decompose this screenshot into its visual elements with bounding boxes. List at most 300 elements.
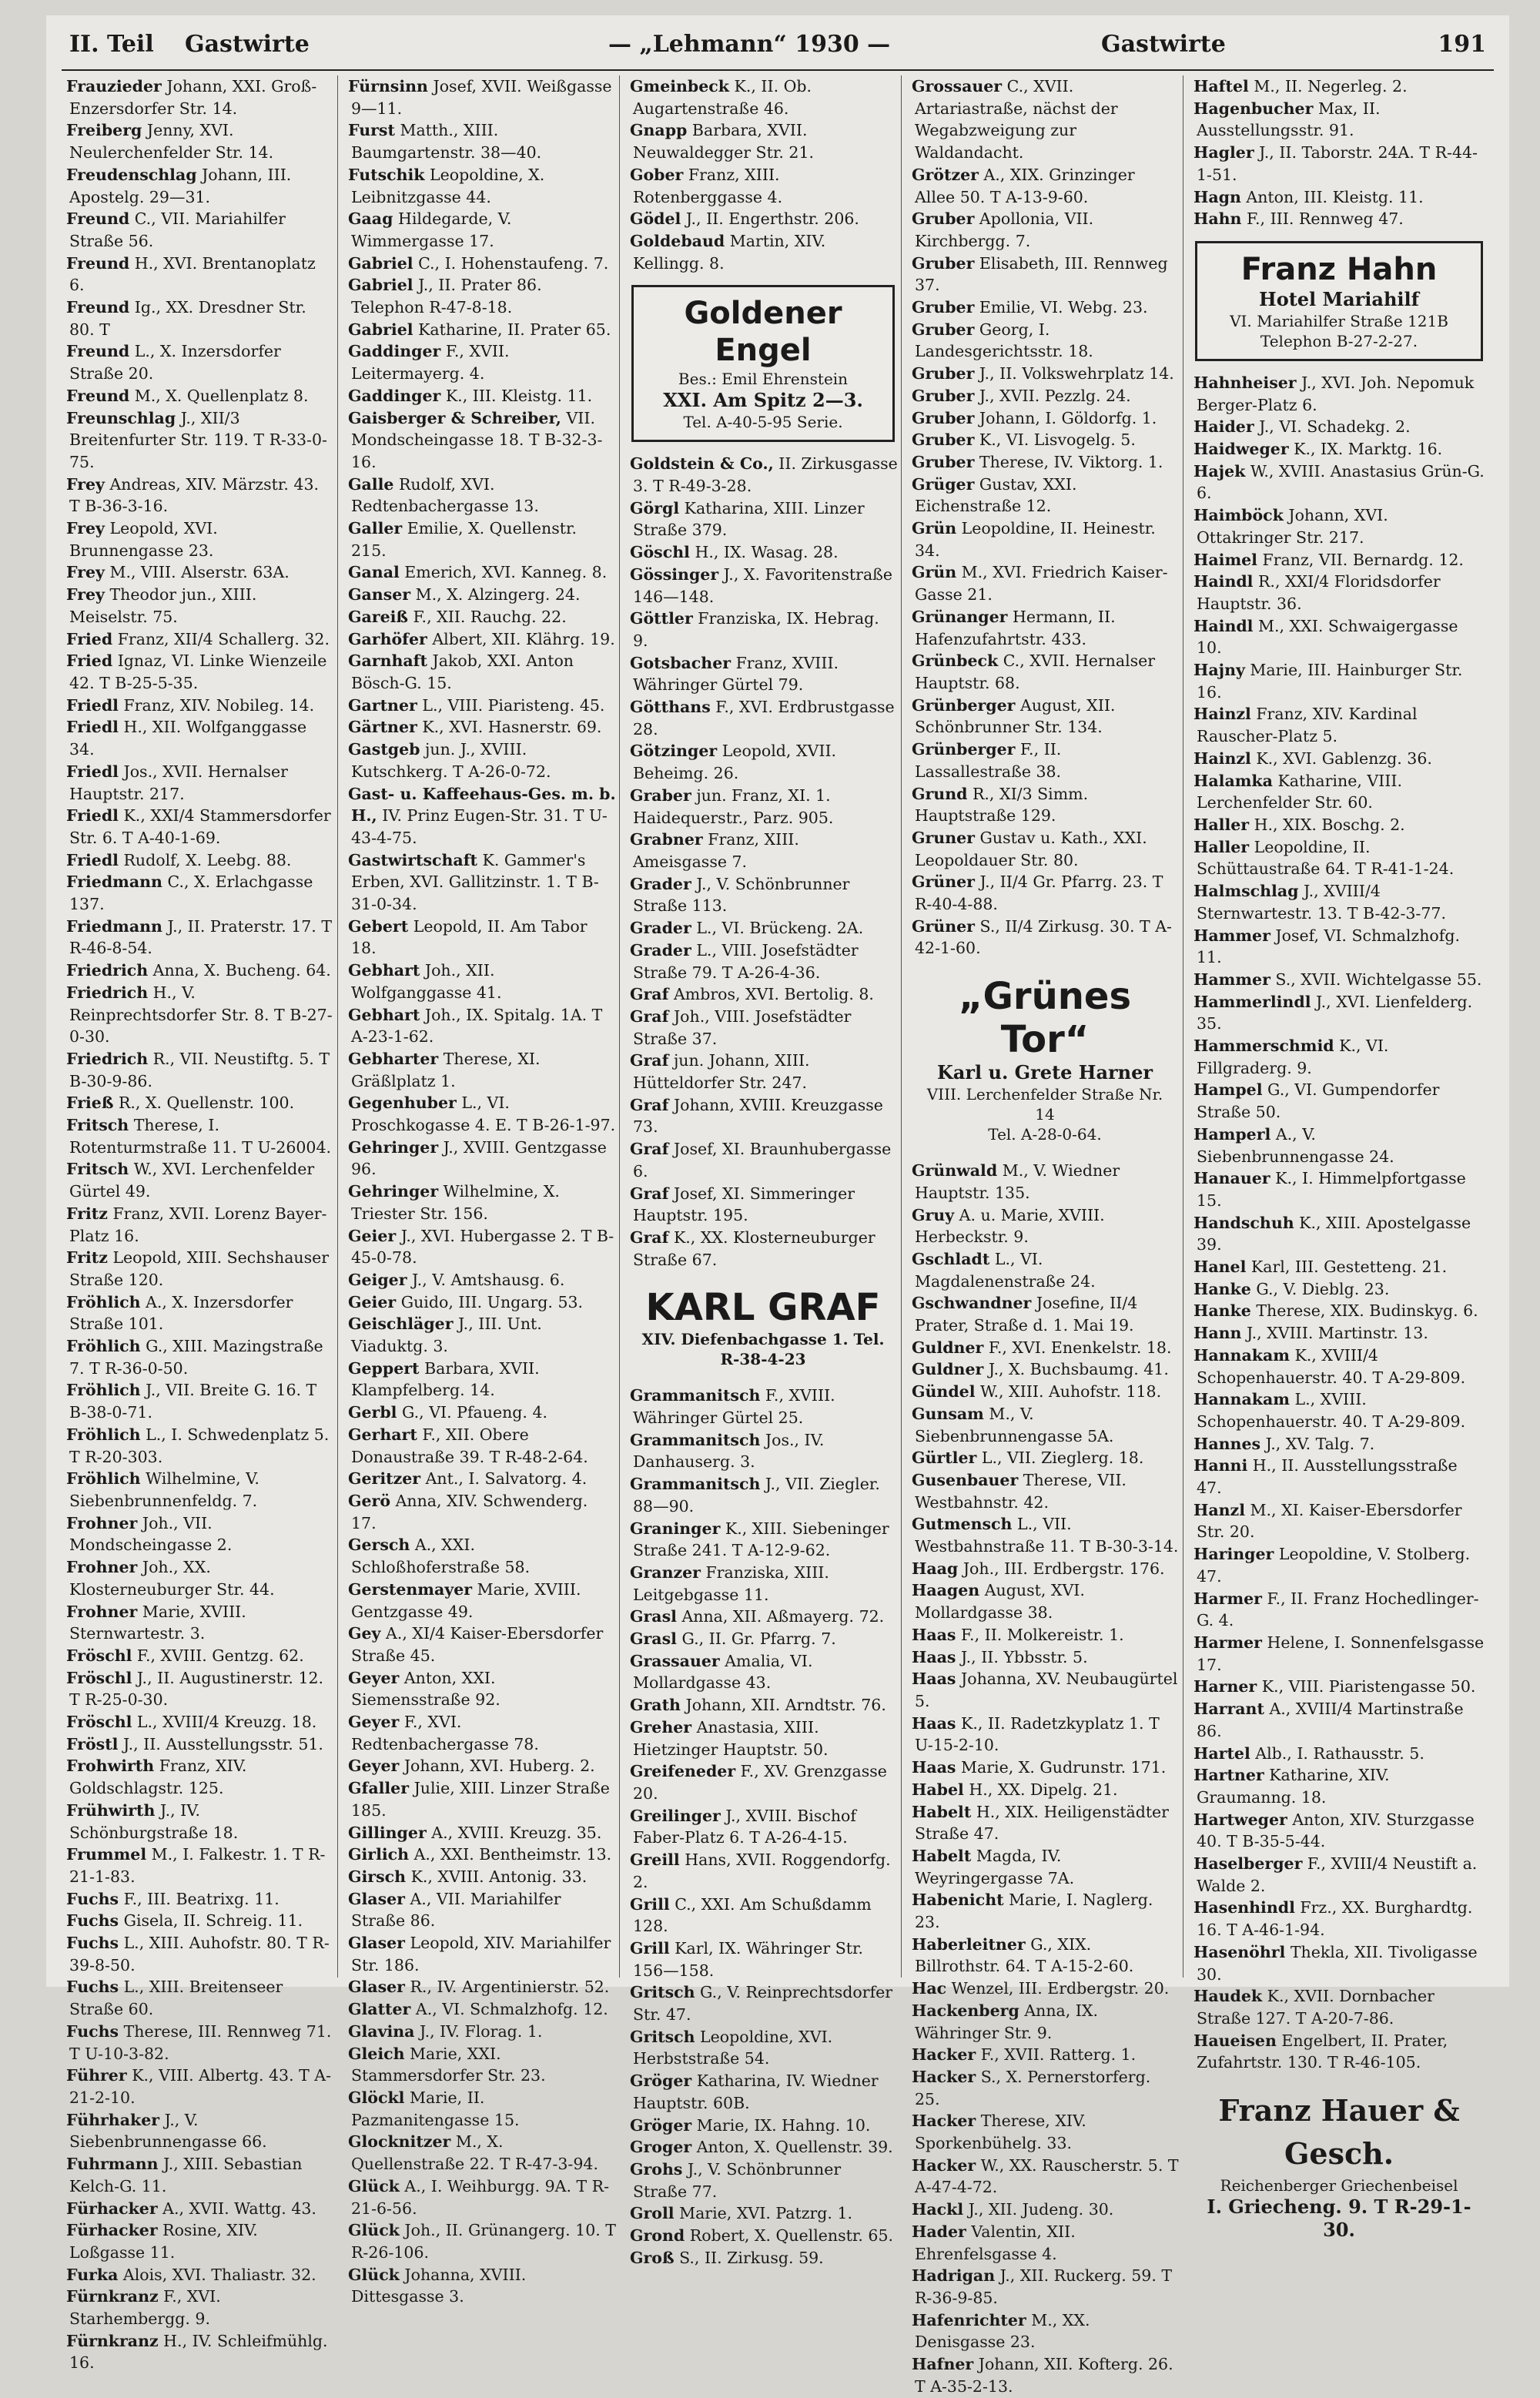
directory-entry <box>66 960 334 982</box>
directory-entry <box>912 1337 1180 1359</box>
entry-name: Führer <box>66 2066 127 2085</box>
directory-entry <box>630 230 898 274</box>
entry-address: J., XVIII/4 Sternwartestr. 13. T B-42-3-77. <box>1197 882 1446 923</box>
entry-name: Gritsch <box>630 1983 695 2002</box>
entry-name: Graf <box>630 985 669 1004</box>
entry-name: Fuchs <box>66 1889 119 1908</box>
directory-entry <box>66 1711 334 1733</box>
column-4 <box>907 75 1183 2396</box>
directory-entry <box>66 208 334 252</box>
entries-c3a <box>625 75 901 274</box>
directory-entry <box>66 1601 334 1645</box>
entry-address: F., XVI. Enenkelstr. 18. <box>988 1338 1172 1357</box>
entry-address: Ant., I. Salvatorg. 4. <box>425 1469 588 1489</box>
directory-entry <box>630 1849 898 1893</box>
entry-name: Görgl <box>630 498 680 517</box>
entry-name: Grasl <box>630 1629 677 1649</box>
entry-address: Marie, III. Hainburger Str. 16. <box>1197 661 1463 702</box>
entry-name: Gebharter <box>348 1049 439 1068</box>
entry-address: Joh., XX. Klosterneuburger Str. 44. <box>69 1558 275 1599</box>
entry-address: Johann, XXI. Groß-Enzersdorfer Str. 14. <box>69 77 317 118</box>
directory-entry <box>912 385 1180 407</box>
entry-name: Glöckl <box>348 2088 405 2107</box>
entry-address: H., XX. Dipelg. 21. <box>969 1780 1118 1799</box>
entry-address: J., XV. Talg. 7. <box>1265 1434 1375 1453</box>
entry-address: H., IV. Schleifmühlg. 16. <box>69 2331 328 2373</box>
directory-entry <box>630 696 898 740</box>
directory-entry <box>630 2115 898 2137</box>
entries-c4a <box>907 75 1183 960</box>
entry-name: Harrant <box>1194 1700 1264 1719</box>
entry-name: Hainzl <box>1194 705 1251 724</box>
entry-name: Frey <box>66 474 105 494</box>
directory-entry <box>912 1381 1180 1403</box>
directory-entry <box>630 917 898 939</box>
entry-name: Hasenhindl <box>1194 1898 1295 1917</box>
entry-address: Engelbert, II. Prater, Zufahrtstr. 130. T R-46-105. <box>1197 2031 1448 2072</box>
entry-name: Fuchs <box>66 1978 119 1997</box>
entry-name: Geyer <box>348 1713 400 1732</box>
entry-address: K., I. Himmelpfortgasse 15. <box>1197 1169 1466 1210</box>
entry-address: A., XI/4 Kaiser-Ebersdorfer Straße 45. <box>351 1624 604 1665</box>
entry-name: Goldstein & Co., <box>630 454 774 474</box>
directory-entry <box>912 429 1180 451</box>
entry-address: IV. Prinz Eugen-Str. 31. T U-43-4-75. <box>351 806 608 847</box>
entry-address: Jos., XVII. Hernalser Hauptstr. 217. <box>69 762 288 803</box>
directory-entry <box>912 1801 1180 1845</box>
entry-name: Freund <box>66 253 130 273</box>
directory-entry <box>912 1978 1180 2000</box>
entry-name: Hainzl <box>1194 749 1251 768</box>
ad-goldener-engel <box>631 285 895 442</box>
entry-address: Franz, XVII. Lorenz Bayer-Platz 16. <box>69 1204 327 1245</box>
directory-entry <box>66 1379 334 1423</box>
entry-address: G., V. Reinprechtsdorfer Str. 47. <box>633 1983 893 2025</box>
entry-name: Frohner <box>66 1558 138 1577</box>
entries-c2 <box>343 75 619 2308</box>
entry-address: Johanna, XVIII. Dittesgasse 3. <box>351 2265 527 2306</box>
entry-name: Fürnkranz <box>66 2331 159 2350</box>
entry-address: K., XVI. Hasnerstr. 69. <box>422 718 602 737</box>
directory-entry <box>630 1628 898 1650</box>
directory-entry <box>66 1556 334 1600</box>
entry-address: II. Zirkusgasse 3. T R-49-3-28. <box>633 454 898 496</box>
directory-entry <box>1194 770 1486 814</box>
entry-name: Gruber <box>912 364 975 383</box>
directory-entry <box>348 1269 616 1291</box>
entry-name: Grünanger <box>912 607 1008 626</box>
entry-name: Gruber <box>912 430 975 450</box>
entry-name: Grammanitsch <box>630 1475 761 1494</box>
directory-entry <box>348 253 616 275</box>
entry-name: Gruber <box>912 298 975 317</box>
directory-entry <box>348 208 616 252</box>
entry-address: Therese, XIX. Budinskyg. 6. <box>1256 1301 1478 1321</box>
entry-name: Hacker <box>912 2155 976 2175</box>
entry-address: Franz, XIV. Goldschlagstr. 125. <box>69 1757 247 1798</box>
entry-address: K., IX. Marktg. 16. <box>1294 440 1443 459</box>
directory-entry <box>1194 1499 1486 1543</box>
directory-entry <box>1194 1124 1486 1167</box>
entry-address: jun. J., XVIII. Kutschkerg. T A-26-0-72. <box>351 740 551 781</box>
entry-address: G., V. Dieblg. 23. <box>1256 1279 1390 1298</box>
entry-address: A., XIX. Grinzinger Allee 50. T A-13-9-60. <box>915 165 1135 206</box>
entry-address: A., XVIII. Kreuzg. 35. <box>431 1823 602 1842</box>
entry-address: Josef, XI. Braunhubergasse 6. <box>633 1140 892 1181</box>
entry-name: Hajek <box>1194 461 1246 481</box>
entry-name: Gebhart <box>348 1005 420 1024</box>
entry-name: Gruner <box>912 828 975 847</box>
entry-address: H., XVI. Brentanoplatz 6. <box>69 253 316 295</box>
entry-address: S., X. Pernerstorferg. 25. <box>915 2067 1151 2108</box>
directory-entry <box>630 1183 898 1227</box>
directory-entry <box>630 164 898 208</box>
entry-name: Fröschl <box>66 1646 132 1665</box>
directory-entry <box>630 119 898 163</box>
column-2 <box>343 75 620 2306</box>
entry-name: Hafenrichter <box>912 2310 1026 2329</box>
page-number: 191 <box>1438 31 1486 58</box>
entry-name: Furka <box>66 2265 119 2284</box>
entry-address: Matth., XIII. Baumgartenstr. 38—40. <box>351 121 542 162</box>
directory-entry <box>66 517 334 561</box>
directory-entry <box>1194 1897 1486 1941</box>
directory-entry <box>348 1490 616 1534</box>
entry-address: L., XIII. Auhofstr. 80. T R-39-8-50. <box>69 1934 330 1974</box>
ad-hauer-line: Reichenberger Griechenbeisel <box>1220 2176 1458 2195</box>
entry-name: Friedmann <box>66 872 162 892</box>
entry-address: L., VIII. Piaristeng. 45. <box>422 695 605 715</box>
entry-address: A., X. Inzersdorfer Straße 101. <box>69 1292 293 1334</box>
entry-name: Gruber <box>912 408 975 427</box>
entry-name: Gersch <box>348 1536 410 1555</box>
entry-address: Franz, XIII. Rotenberggasse 4. <box>633 165 783 206</box>
entry-name: Haimböck <box>1194 506 1284 525</box>
directory-entry <box>66 982 334 1048</box>
entry-name: Fröhlich <box>66 1469 141 1489</box>
entry-name: Graf <box>630 1051 669 1070</box>
entry-name: Hagenbucher <box>1194 99 1314 118</box>
entry-address: K., VI. Fillgraderg. 9. <box>1197 1037 1389 1077</box>
directory-entry <box>348 783 616 849</box>
entry-address: M., I. Falkestr. 1. T R-21-1-83. <box>69 1845 326 1886</box>
running-title: — „Lehmann“ 1930 — <box>608 31 891 58</box>
entry-address: Marie, X. Gudrunstr. 171. <box>961 1758 1167 1777</box>
directory-entry <box>630 1138 898 1182</box>
directory-entry <box>630 652 898 696</box>
entry-address: R., IV. Argentinierstr. 52. <box>410 1978 610 1997</box>
entry-name: Führhaker <box>66 2110 160 2129</box>
entry-name: Gastgeb <box>348 740 420 759</box>
directory-entry <box>348 1755 616 1777</box>
entry-address: F., II. Molkereistr. 1. <box>961 1625 1124 1644</box>
entry-name: Glück <box>348 2176 400 2195</box>
entry-name: Gunsam <box>912 1404 984 1423</box>
entry-address: J., II. Prater 86. Telephon R-47-8-18. <box>351 276 542 317</box>
entry-name: Fürhacker <box>66 2221 158 2240</box>
entry-name: Hader <box>912 2222 966 2241</box>
entry-address: Josef, XVII. Weißgasse 9—11. <box>351 77 612 118</box>
entry-address: K., XVII. Dornbacher Straße 127. T A-20-7-86. <box>1197 1987 1435 2028</box>
entry-address: Franz, XIV. Kardinal Rauscher-Platz 5. <box>1197 705 1418 746</box>
entry-name: Freiberg <box>66 121 142 140</box>
entry-address: J., V. Siebenbrunnengasse 66. <box>69 2110 267 2152</box>
entry-address: Therese, III. Rennweg 71. T U-10-3-82. <box>69 2021 332 2063</box>
entry-name: Hammerlindl <box>1194 992 1311 1011</box>
ad-engel-address: XXI. Am Spitz 2—3. <box>663 389 863 412</box>
entry-name: Glaser <box>348 1889 405 1908</box>
entry-name: Frohner <box>66 1602 138 1621</box>
directory-entry <box>912 695 1180 738</box>
directory-entry <box>66 2219 334 2263</box>
directory-entry <box>1194 571 1486 615</box>
directory-entry <box>348 695 616 717</box>
entry-name: Friedrich <box>66 983 149 1002</box>
entry-name: Hannakam <box>1194 1345 1290 1365</box>
entry-address: K., II. Radetzkyplatz 1. T U-15-2-10. <box>915 1713 1160 1755</box>
ad-tor-name: „Grünes Tor“ <box>958 975 1132 1062</box>
entry-name: Fritz <box>66 1248 108 1268</box>
directory-entry <box>66 1048 334 1092</box>
entry-name: Fried <box>66 651 113 671</box>
entry-name: Haidweger <box>1194 440 1289 459</box>
directory-entry <box>630 2026 898 2070</box>
entry-address: Max, II. Ausstellungsstr. 91. <box>1197 99 1381 140</box>
directory-entry <box>348 2264 616 2308</box>
entry-address: Marie, IX. Hahng. 10. <box>696 2115 871 2135</box>
directory-entry <box>912 474 1180 517</box>
entry-address: Rudolf, XVI. Redtenbachergasse 13. <box>351 474 539 516</box>
directory-entry <box>912 1358 1180 1381</box>
directory-entry <box>348 2131 616 2175</box>
entry-name: Frey <box>66 519 105 538</box>
entry-address: L., VI. Proschkogasse 4. E. T B-26-1-97. <box>351 1094 616 1135</box>
directory-entry <box>912 451 1180 474</box>
directory-entry <box>66 474 334 517</box>
entry-name: Halmschlag <box>1194 882 1299 901</box>
entry-name: Gastwirtschaft <box>348 850 478 869</box>
directory-entry <box>66 1976 334 2020</box>
entry-name: Grader <box>630 919 691 938</box>
directory-entry <box>912 407 1180 430</box>
directory-entry <box>1194 1676 1486 1698</box>
ad-graf-name: KARL GRAF <box>645 1286 881 1330</box>
entry-name: Frummel <box>66 1845 147 1864</box>
entry-name: Fröhlich <box>66 1381 141 1400</box>
entry-address: J., XVIII. Gentzgasse 96. <box>351 1137 607 1179</box>
directory-entry <box>1194 836 1486 880</box>
entry-address: J., II. Augustinerstr. 12. T R-25-0-30. <box>69 1668 324 1710</box>
entry-name: Grammanitsch <box>630 1430 761 1449</box>
directory-entry <box>348 1004 616 1048</box>
entry-name: Goldebaud <box>630 231 725 250</box>
directory-entry <box>1194 1278 1486 1301</box>
entry-name: Greill <box>630 1850 680 1870</box>
entry-address: K., XXI/4 Stammersdorfer Str. 6. T A-40-1-69. <box>69 806 331 847</box>
directory-entry <box>912 1469 1180 1513</box>
entry-address: R., VII. Neustiftg. 5. T B-30-9-86. <box>69 1049 330 1090</box>
entry-address: F., XII. Rauchg. 22. <box>413 607 567 626</box>
entry-name: Haller <box>1194 815 1250 834</box>
entry-address: M., V. Wiedner Hauptstr. 135. <box>915 1161 1120 1202</box>
entry-name: Gusenbauer <box>912 1470 1019 1489</box>
entry-address: Robert, X. Quellenstr. 65. <box>689 2226 894 2246</box>
entry-address: F., XVI. Redtenbachergasse 78. <box>351 1713 539 1753</box>
directory-entry <box>66 761 334 805</box>
entries-c3c <box>625 1385 901 2269</box>
entry-address: F., XVIII. Gentzg. 62. <box>136 1646 304 1665</box>
entry-name: Hackenberg <box>912 2001 1019 2020</box>
entry-address: Barbara, XVII. Klampfelberg. 14. <box>351 1358 540 1400</box>
entry-address: J., VI. Schadekg. 2. <box>1259 417 1411 437</box>
directory-entry <box>912 1248 1180 1292</box>
directory-entry <box>1194 1698 1486 1742</box>
entry-name: Frieß <box>66 1094 114 1113</box>
entry-name: Grün <box>912 519 957 538</box>
directory-entry <box>912 296 1180 319</box>
entry-address: Therese, XIV. Sporkenbühelg. 33. <box>915 2112 1086 2153</box>
entry-address: K., XX. Klosterneuburger Straße 67. <box>633 1227 875 1269</box>
ad-hahn-tel: Telephon B-27-2-27. <box>1260 331 1418 350</box>
directory-entry <box>630 1050 898 1094</box>
entry-name: Grund <box>912 784 968 803</box>
entry-address: Julie, XIII. Linzer Straße 185. <box>351 1779 610 1820</box>
directory-entry <box>1194 75 1486 98</box>
entry-name: Gareiß <box>348 607 408 626</box>
entry-address: Joh., III. Erdbergstr. 176. <box>962 1559 1165 1578</box>
directory-entry <box>630 2136 898 2159</box>
ad-graf-address: XIV. Diefenbachgasse 1. Tel. R-38-4-23 <box>641 1330 885 1369</box>
entry-address: J., II. Engerthstr. 206. <box>685 209 859 229</box>
entry-address: F., XVIII/4 Neustift a. Walde 2. <box>1197 1854 1478 1895</box>
entry-address: F., III. Beatrixg. 11. <box>123 1889 280 1908</box>
directory-entry <box>1194 1388 1486 1432</box>
entry-name: Friedrich <box>66 1049 149 1068</box>
entry-address: K., XVI. Gablenzg. 36. <box>1256 749 1432 768</box>
directory-entry <box>66 1733 334 1756</box>
directory-entry <box>912 1757 1180 1779</box>
entry-name: Friedl <box>66 850 119 869</box>
entry-address: F., XVII. Ratterg. 1. <box>980 2045 1137 2065</box>
entry-name: Hafner <box>912 2355 974 2374</box>
entry-address: Guido, III. Ungarg. 53. <box>400 1292 584 1311</box>
entry-name: Göttler <box>630 609 693 628</box>
entry-address: Barbara, XVII. Neuwaldegger Str. 21. <box>633 121 815 162</box>
entry-name: Gödel <box>630 209 681 229</box>
directory-entry <box>1194 438 1486 461</box>
entry-name: Gerö <box>348 1492 391 1510</box>
entry-address: Karl, III. Gestetteng. 21. <box>1250 1258 1448 1277</box>
directory-entry <box>1194 1345 1486 1388</box>
entry-name: Gruber <box>912 386 975 405</box>
entry-name: Habelt <box>912 1802 972 1821</box>
directory-entry <box>348 1092 616 1136</box>
ad-franz-hahn <box>1195 241 1483 361</box>
entry-address: Franz, XIV. Nobileg. 14. <box>123 695 315 715</box>
entry-address: Katharine, VIII. Lerchenfelder Str. 60. <box>1197 771 1402 812</box>
ad-engel-name: Goldener Engel <box>684 296 842 369</box>
entry-name: Fuchs <box>66 2021 119 2041</box>
directory-entry <box>348 119 616 163</box>
entry-name: Graf <box>630 1006 669 1026</box>
entry-address: J., III. Unt. Viaduktg. 3. <box>351 1315 542 1356</box>
entry-name: Freund <box>66 342 130 361</box>
entry-name: Grohs <box>630 2159 683 2179</box>
entry-name: Gruber <box>912 253 975 273</box>
entry-address: Anna, XIV. Schwenderg. 17. <box>351 1492 588 1532</box>
directory-entry <box>912 1779 1180 1801</box>
entry-address: J., XIII. Sebastian Kelch-G. 11. <box>69 2155 303 2195</box>
entry-name: Hannakam <box>1194 1390 1290 1409</box>
entry-address: Therese, VII. Westbahnstr. 42. <box>915 1470 1127 1512</box>
entry-address: Hans, XVII. Roggendorfg. 2. <box>633 1850 891 1891</box>
entry-name: Grüner <box>912 872 975 892</box>
entry-address: M., XVI. Friedrich Kaiser-Gasse 21. <box>915 563 1168 605</box>
directory-entry <box>348 385 616 407</box>
directory-entry <box>912 1646 1180 1669</box>
entry-address: Joh., XII. Wolfganggasse 41. <box>351 961 502 1002</box>
entry-address: Johann, XVIII. Kreuzgasse 73. <box>633 1095 883 1137</box>
entry-name: Grossauer <box>912 77 1003 95</box>
directory-entry <box>66 871 334 915</box>
entry-address: Leopold, XVI. Brunnengasse 23. <box>69 519 218 560</box>
entry-name: Fröhlich <box>66 1337 141 1356</box>
entry-address: J., II/4 Gr. Pfarrg. 23. T R-40-4-88. <box>915 872 1163 914</box>
entry-name: Garnhaft <box>348 651 427 671</box>
entry-address: Katharina, IV. Wiedner Hauptstr. 60B. <box>633 2071 879 2112</box>
entry-name: Gehringer <box>348 1182 439 1201</box>
entry-name: Hacker <box>912 2112 976 2131</box>
entry-address: Anton, XXI. Siemensstraße 92. <box>351 1668 500 1710</box>
entry-name: Fuchs <box>66 1934 119 1953</box>
directory-entry <box>912 253 1180 296</box>
entry-address: Gustav u. Kath., XXI. Leopoldauer Str. 80. <box>915 828 1147 869</box>
entry-name: Hanke <box>1194 1279 1251 1298</box>
entry-name: Guldner <box>912 1360 984 1379</box>
entry-address: J., XVI. Hubergasse 2. T B-45-0-78. <box>351 1226 614 1268</box>
entry-name: Habenicht <box>912 1891 1004 1910</box>
entry-name: Gaddinger <box>348 342 441 361</box>
entry-name: Geischläger <box>348 1315 454 1334</box>
entry-address: J., II. Ybbsstr. 5. <box>961 1647 1088 1666</box>
directory-entry <box>348 517 616 561</box>
entry-address: August, XII. Schönbrunner Str. 134. <box>915 695 1116 737</box>
entry-name: Grüger <box>912 474 975 494</box>
directory-entry <box>912 2199 1180 2221</box>
directory-entry <box>630 873 898 917</box>
entry-name: Gey <box>348 1624 381 1643</box>
entry-address: Therese, IV. Viktorg. 1. <box>979 452 1163 471</box>
directory-entry <box>912 1624 1180 1646</box>
directory-entry <box>630 1227 898 1271</box>
directory-entry <box>348 716 616 738</box>
directory-entry <box>630 453 898 497</box>
entry-name: Haller <box>1194 837 1250 856</box>
directory-entry <box>630 1473 898 1517</box>
entry-address: Joh., IX. Spitalg. 1A. T A-23-1-62. <box>351 1005 603 1047</box>
directory-entry <box>1194 1167 1486 1211</box>
directory-entry <box>66 805 334 849</box>
directory-entry <box>348 606 616 628</box>
entry-address: Therese, I. Rotenturmstraße 11. T U-26004. <box>69 1116 332 1157</box>
directory-entry <box>912 650 1180 694</box>
entry-name: Hacker <box>912 2045 976 2065</box>
entry-name: Gröger <box>630 2115 692 2135</box>
entry-name: Fröschl <box>66 1668 132 1687</box>
entry-address: J., V. Schönbrunner Straße 77. <box>633 2159 842 2201</box>
entry-address: J., VII. Ziegler. 88—90. <box>633 1475 880 1515</box>
entry-name: Fröstl <box>66 1734 119 1753</box>
